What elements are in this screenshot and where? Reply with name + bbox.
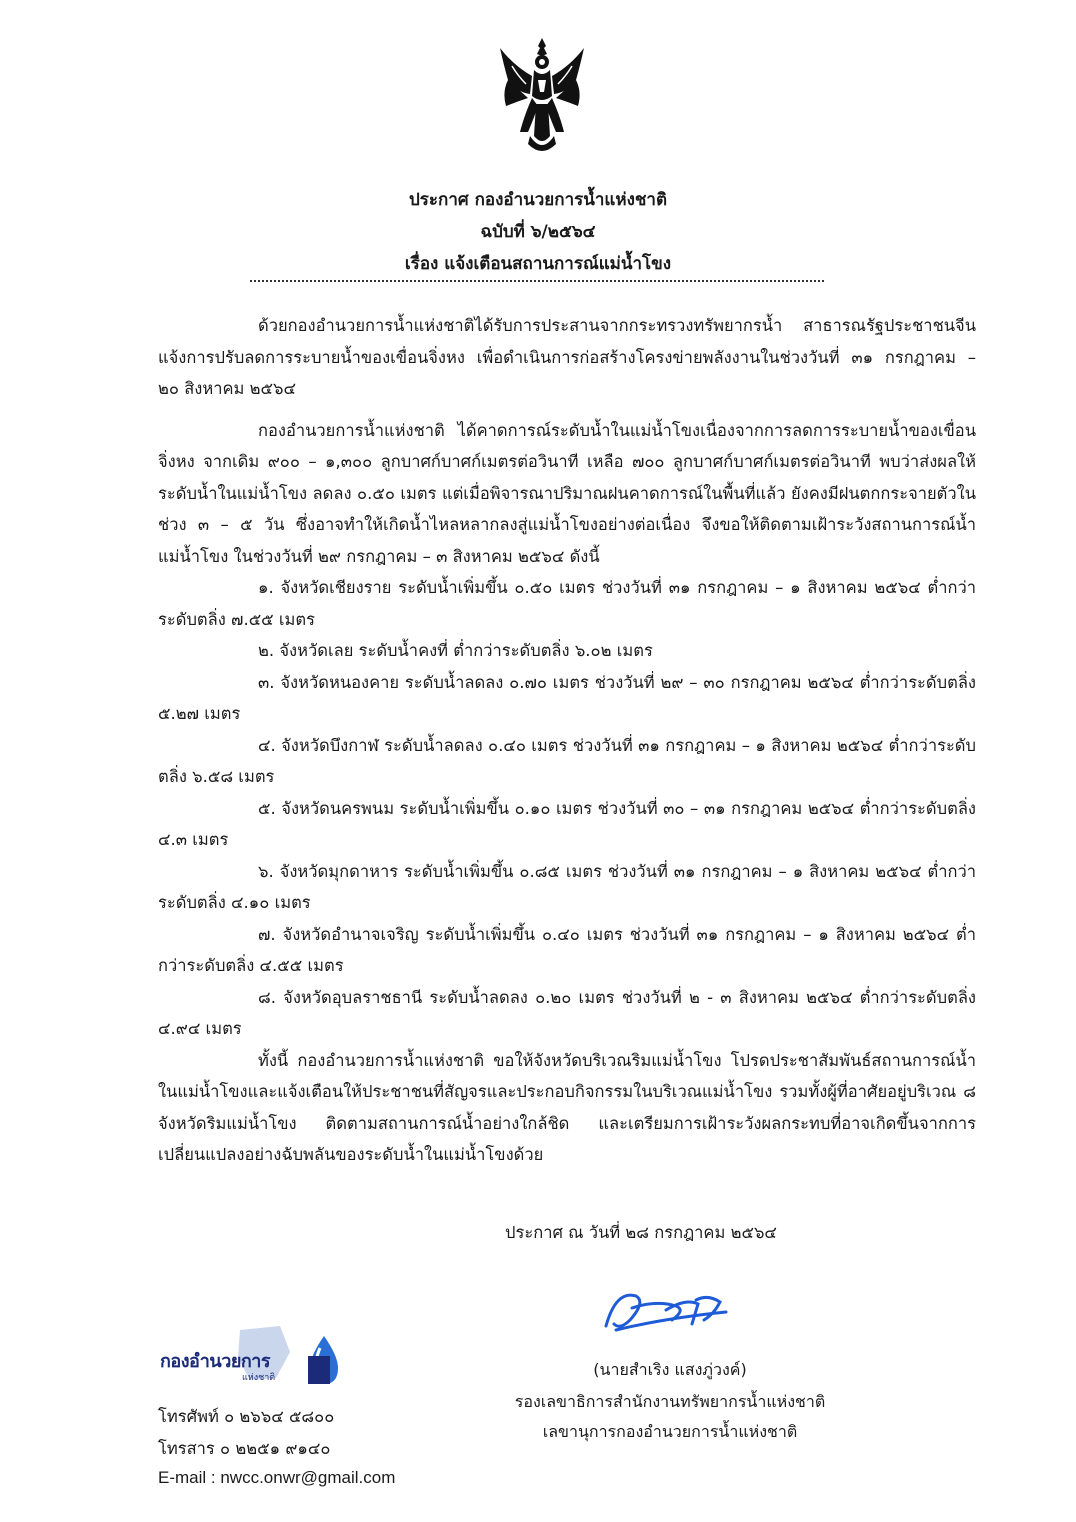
list-item: ๗. จังหวัดอำนาจเจริญ ระดับน้ำเพิ่มขึ้น ๐.๔๐ เมตร ช่วงวันที่ ๓๑ กรกฎาคม – ๑ สิงหาคม ๒๕๖๔ ต่ำกว่าระดับตลิ่ง ๔.๕๕ เมตร: [158, 924, 976, 975]
list-item: ๔. จังหวัดบึงกาฬ ระดับน้ำลดลง ๐.๔๐ เมตร ช่วงวันที่ ๓๑ กรกฎาคม – ๑ สิงหาคม ๒๕๖๔ ต่ำกว่าระดับตลิ่ง ๖.๕๘ เมตร: [158, 735, 976, 786]
list-item: ๑. จังหวัดเชียงราย ระดับน้ำเพิ่มขึ้น ๐.๕๐ เมตร ช่วงวันที่ ๓๑ กรกฎาคม – ๑ สิงหาคม ๒๕๖๔ ต่ำกว่าระดับตลิ่ง ๗.๕๕ เมตร: [158, 578, 976, 629]
announcement-subject: เรื่อง แจ้งเตือนสถานการณ์แม่น้ำโขง: [404, 254, 672, 274]
email-address: E-mail : nwcc.onwr@gmail.com: [158, 1468, 396, 1487]
phone-number: โทรศัพท์ ๐ ๒๖๖๔ ๕๘๐๐: [158, 1407, 335, 1426]
fax-number: โทรสาร ๐ ๒๒๕๑ ๙๑๔๐: [158, 1439, 331, 1458]
signature-icon: [596, 1280, 736, 1340]
announcement-title: ประกาศ กองอำนวยการน้ำแห่งชาติ: [408, 190, 667, 210]
paragraph-intro: ด้วยกองอำนวยการน้ำแห่งชาติได้รับการประสานจากกระทรวงทรัพยากรน้ำ สาธารณรัฐประชาชนจีนแจ้งการปรับลดการระบายน้ำของเขื่อนจิ่งหง เพื่อดำเนินการก่อสร้างโครงข่ายพลังงานในช่วงวันที่ ๓๑ กรกฎาคม – ๒๐ สิงหาคม ๒๕๖๔: [158, 316, 976, 398]
nwcc-logo: [160, 1322, 350, 1392]
paragraph-forecast: กองอำนวยการน้ำแห่งชาติ ได้คาดการณ์ระดับน้ำในแม่น้ำโขงเนื่องจากการลดการระบายน้ำของเขื่อนจิ่งหง จากเดิม ๙๐๐ – ๑,๓๐๐ ลูกบาศก์บาศก์เมตรต่อวินาที เหลือ ๗๐๐ ลูกบาศก์บาศก์เมตรต่อวินาที พบว่าส่งผลให้ระดับน้ำในแม่น้ำโขง ลดลง ๐.๕๐ เมตร แต่เมื่อพิจารณาปริมาณฝนคาดการณ์ในพื้นที่แล้ว ยังคงมีฝนตกกระจายตัวในช่วง ๓ – ๕ วัน ซึ่งอาจทำให้เกิดน้ำไหลหลากลงสู่แม่น้ำโขงอย่างต่อเนื่อง จึงขอให้ติดตามเฝ้าระวังสถานการณ์น้ำแม่น้ำโขง ในช่วงวันที่ ๒๙ กรกฎาคม – ๓ สิงหาคม ๒๕๖๔ ดังนี้: [158, 420, 976, 566]
announcement-body: [158, 310, 976, 1171]
paragraph-request: ทั้งนี้ กองอำนวยการน้ำแห่งชาติ ขอให้จังหวัดบริเวณริมแม่น้ำโขง โปรดประชาสัมพันธ์สถานการณ์น้ำในแม่น้ำโขงและแจ้งเตือนให้ประชาชนที่สัญจรและประกอบกิจกรรมในบริเวณแม่น้ำโขง รวมทั้งผู้ที่อาศัยอยู่บริเวณ ๘ จังหวัดริมแม่น้ำโขง ติดตามสถานการณ์น้ำอย่างใกล้ชิด และเตรียมการเฝ้าระวังผลกระทบที่อาจเกิดขึ้นจากการเปลี่ยนแปลงอย่างฉับพลันของระดับน้ำในแม่น้ำโขงด้วย: [158, 1050, 976, 1164]
list-item: ๕. จังหวัดนครพนม ระดับน้ำเพิ่มขึ้น ๐.๑๐ เมตร ช่วงวันที่ ๓๐ – ๓๑ กรกฎาคม ๒๕๖๔ ต่ำกว่าระดับตลิ่ง ๔.๓ เมตร: [158, 798, 976, 849]
dotted-divider: [250, 280, 824, 282]
signatory-position: รองเลขาธิการสำนักงานทรัพยากรน้ำแห่งชาติ: [514, 1392, 826, 1411]
logo-subtext: แห่งชาติ: [242, 1373, 276, 1383]
garuda-emblem-icon: [494, 36, 590, 156]
list-item: ๘. จังหวัดอุบลราชธานี ระดับน้ำลดลง ๐.๒๐ เมตร ช่วงวันที่ ๒ - ๓ สิงหาคม ๒๕๖๔ ต่ำกว่าระดับตลิ่ง ๔.๙๔ เมตร: [158, 987, 976, 1038]
announce-date: ประกาศ ณ วันที่ ๒๘ กรกฎาคม ๒๕๖๔: [505, 1223, 777, 1242]
signatory-name: (นายสำเริง แสงภู่วงค์): [593, 1360, 747, 1379]
list-item: ๒. จังหวัดเลย ระดับน้ำคงที่ ต่ำกว่าระดับตลิ่ง ๖.๐๒ เมตร: [258, 641, 653, 660]
logo-text: กองอำนวยการ: [160, 1351, 271, 1371]
issue-number: ฉบับที่ ๖/๒๕๖๔: [480, 222, 596, 242]
list-item: ๖. จังหวัดมุกดาหาร ระดับน้ำเพิ่มขึ้น ๐.๘๕ เมตร ช่วงวันที่ ๓๑ กรกฎาคม – ๑ สิงหาคม ๒๕๖๔ ต่ำกว่าระดับตลิ่ง ๔.๑๐ เมตร: [158, 861, 976, 912]
list-item: ๓. จังหวัดหนองคาย ระดับน้ำลดลง ๐.๗๐ เมตร ช่วงวันที่ ๒๙ – ๓๐ กรกฎาคม ๒๕๖๔ ต่ำกว่าระดับตลิ่ง ๕.๒๗ เมตร: [158, 672, 976, 723]
signatory-position-2: เลขานุการกองอำนวยการน้ำแห่งชาติ: [542, 1422, 798, 1441]
